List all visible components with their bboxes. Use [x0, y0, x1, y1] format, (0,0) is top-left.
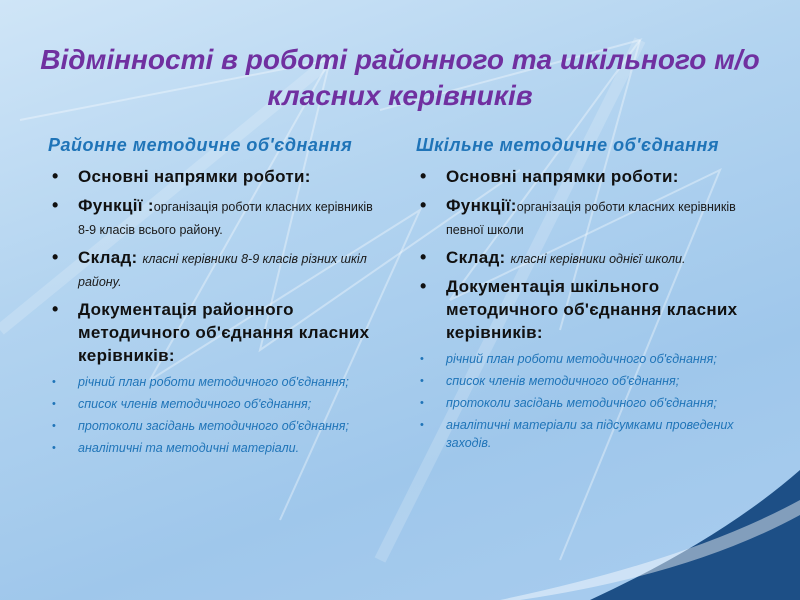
item-label: Функції:: [446, 196, 517, 215]
list-item: [48, 246, 378, 292]
list-item: [48, 298, 378, 367]
list-item: [416, 275, 761, 344]
item-label: Основні напрямки роботи:: [446, 167, 679, 186]
school-heading: Шкільне методичне об'єднання: [416, 135, 720, 155]
sub-list-item: • аналітичні та методичні матеріали.: [48, 439, 378, 457]
item-label: Функції :: [78, 196, 154, 215]
item-label: Документація шкільного методичного об'єднання класних керівників:: [446, 277, 738, 342]
sub-list-item: • список членів методичного об'єднання;: [48, 395, 378, 413]
district-main-list: [48, 165, 378, 367]
school-main-list: [416, 165, 761, 344]
item-description: класні керівники однієї школи.: [510, 252, 686, 266]
list-item: [48, 165, 378, 188]
item-label: Склад:: [446, 248, 511, 267]
item-description: класні керівники 8-9 класів різних шкіл району.: [78, 252, 367, 289]
item-description: організація роботи класних керівників 8-9 класів всього району.: [78, 200, 373, 237]
district-column: [48, 134, 378, 461]
list-item: [416, 165, 761, 188]
sub-list-item: • аналітичні матеріали за підсумками проведених заходів.: [416, 416, 761, 452]
sub-list-item: • протоколи засідань методичного об'єднання;: [416, 394, 761, 412]
list-item: [416, 194, 761, 240]
school-column: [416, 134, 761, 456]
sub-list-item: • річний план роботи методичного об'єднання;: [48, 373, 378, 391]
sub-list-item: • річний план роботи методичного об'єднання;: [416, 350, 761, 368]
item-label: Основні напрямки роботи:: [78, 167, 311, 186]
slide-title: Відмінності в роботі районного та шкільного м/о класних керівників: [40, 44, 760, 111]
item-label: Документація районного методичного об'єднання класних керівників:: [78, 300, 370, 365]
item-label: Склад:: [78, 248, 143, 267]
sub-list-item: • протоколи засідань методичного об'єднання;: [48, 417, 378, 435]
district-heading: Районне методичне об'єднання: [48, 135, 353, 155]
item-description: організація роботи класних керівників певної школи: [446, 200, 736, 237]
list-item: [416, 246, 761, 269]
sub-list-item: • список членів методичного об'єднання;: [416, 372, 761, 390]
district-sub-list: [48, 373, 378, 457]
school-sub-list: [416, 350, 761, 452]
list-item: [48, 194, 378, 240]
